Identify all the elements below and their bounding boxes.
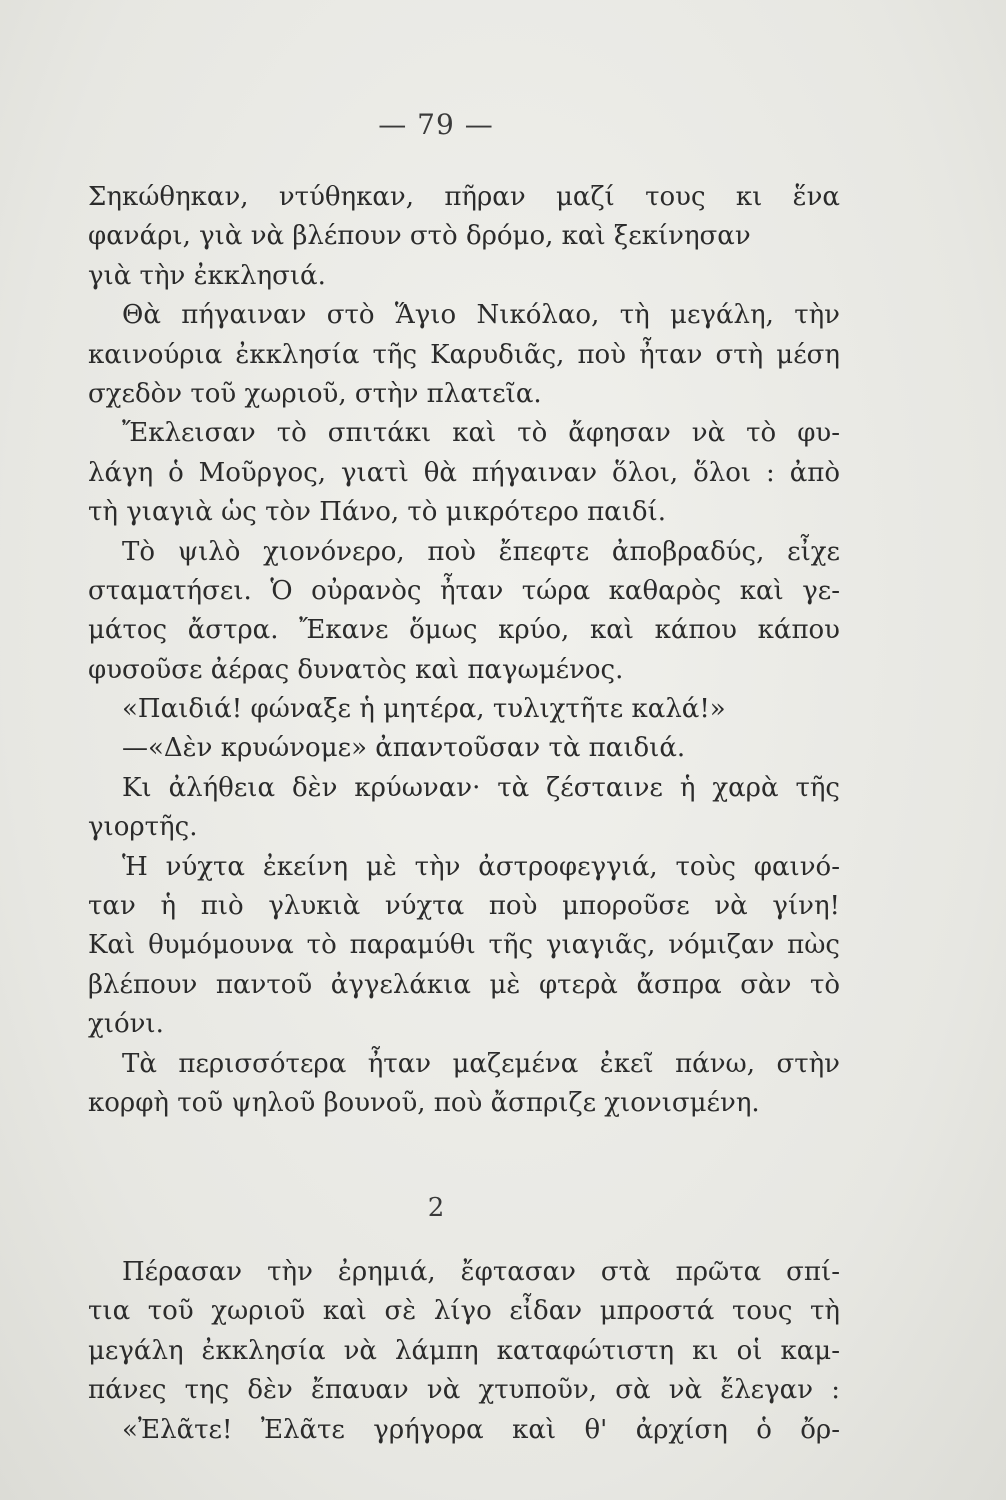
text-line: βλέπουν παντοῦ ἀγγελάκια μὲ φτερὰ ἄσπρα σὰν τὸ xyxy=(88,969,840,1000)
text-line: τὴ γιαγιὰ ὡς τὸν Πάνο, τὸ μικρότερο παιδί. xyxy=(88,497,667,528)
text-line: ταν ἡ πιὸ γλυκιὰ νύχτα ποὺ μποροῦσε νὰ γίνη! xyxy=(88,891,840,922)
text-line: σταματήσει. Ὁ οὐρανὸς ἦταν τώρα καθαρὸς καὶ γε- xyxy=(88,575,840,606)
text-line: κορφὴ τοῦ ψηλοῦ βουνοῦ, ποὺ ἄσπριζε χιονισμένη. xyxy=(88,1087,760,1118)
page-number: — 79 — xyxy=(378,108,494,141)
text-line: χιόνι. xyxy=(88,1009,164,1040)
text-line: Κι ἀλήθεια δὲν κρύωναν· τὰ ζέσταινε ἡ χαρὰ τῆς xyxy=(122,772,840,803)
text-line: «Ἐλᾶτε! Ἐλᾶτε γρήγορα καὶ θ' ἀρχίση ὁ ὄρ- xyxy=(122,1414,840,1445)
text-line: Σηκώθηκαν, ντύθηκαν, πῆραν μαζί τους κι ἕνα xyxy=(88,182,840,212)
text-line: πάνες της δὲν ἔπαυαν νὰ χτυποῦν, σὰ νὰ ἔλεγαν : xyxy=(88,1375,840,1406)
text-line: Τὸ ψιλὸ χιονόνερο, ποὺ ἔπεφτε ἀποβραδύς, εἶχε xyxy=(122,536,840,567)
text-line: γιορτῆς. xyxy=(88,812,198,843)
text-line: φανάρι, γιὰ νὰ βλέπουν στὸ δρόμο, καὶ ξεκίνησαν xyxy=(88,221,751,252)
text-line: —«Δὲν κρυώνομε» ἀπαντοῦσαν τὰ παιδιά. xyxy=(122,733,686,764)
text-line: σχεδὸν τοῦ χωριοῦ, στὴν πλατεῖα. xyxy=(88,378,542,409)
text-line: μεγάλη ἐκκλησία νὰ λάμπη καταφώτιστη κι οἱ καμ- xyxy=(88,1335,840,1366)
text-line: Ἔκλεισαν τὸ σπιτάκι καὶ τὸ ἄφησαν νὰ τὸ φυ- xyxy=(122,418,840,449)
text-body xyxy=(88,178,840,1123)
text-line: τια τοῦ χωριοῦ καὶ σὲ λίγο εἶδαν μπροστά τους τὴ xyxy=(88,1296,840,1327)
section-number: 2 xyxy=(427,1193,445,1223)
text-body-section-2 xyxy=(88,1253,840,1450)
text-line: Ἡ νύχτα ἐκείνη μὲ τὴν ἀστροφεγγιά, τοὺς φαινό- xyxy=(122,851,840,882)
text-line: Τὰ περισσότερα ἦταν μαζεμένα ἐκεῖ πάνω, στὴν xyxy=(122,1048,840,1079)
text-line: λάγη ὁ Μοῦργος, γιατὶ θὰ πήγαιναν ὅλοι, ὅλοι : ἀπὸ xyxy=(88,457,840,488)
text-line: γιὰ τὴν ἐκκλησιά. xyxy=(88,260,326,291)
text-line: καινούρια ἐκκλησία τῆς Καρυδιᾶς, ποὺ ἦταν στὴ μέση xyxy=(88,339,840,370)
text-line: Θὰ πήγαιναν στὸ Ἅγιο Νικόλαο, τὴ μεγάλη, τὴν xyxy=(122,300,840,331)
text-line: μάτος ἄστρα. Ἔκανε ὅμως κρύο, καὶ κάπου κάπου xyxy=(88,615,840,646)
text-line: φυσοῦσε ἀέρας δυνατὸς καὶ παγωμένος. xyxy=(88,654,624,685)
text-line: Καὶ θυμόμουνα τὸ παραμύθι τῆς γιαγιᾶς, νόμιζαν πὼς xyxy=(88,930,840,961)
text-line: Πέρασαν τὴν ἐρημιά, ἔφτασαν στὰ πρῶτα σπί- xyxy=(122,1257,840,1287)
text-line: «Παιδιά! φώναξε ἡ μητέρα, τυλιχτῆτε καλά!» xyxy=(122,694,726,725)
